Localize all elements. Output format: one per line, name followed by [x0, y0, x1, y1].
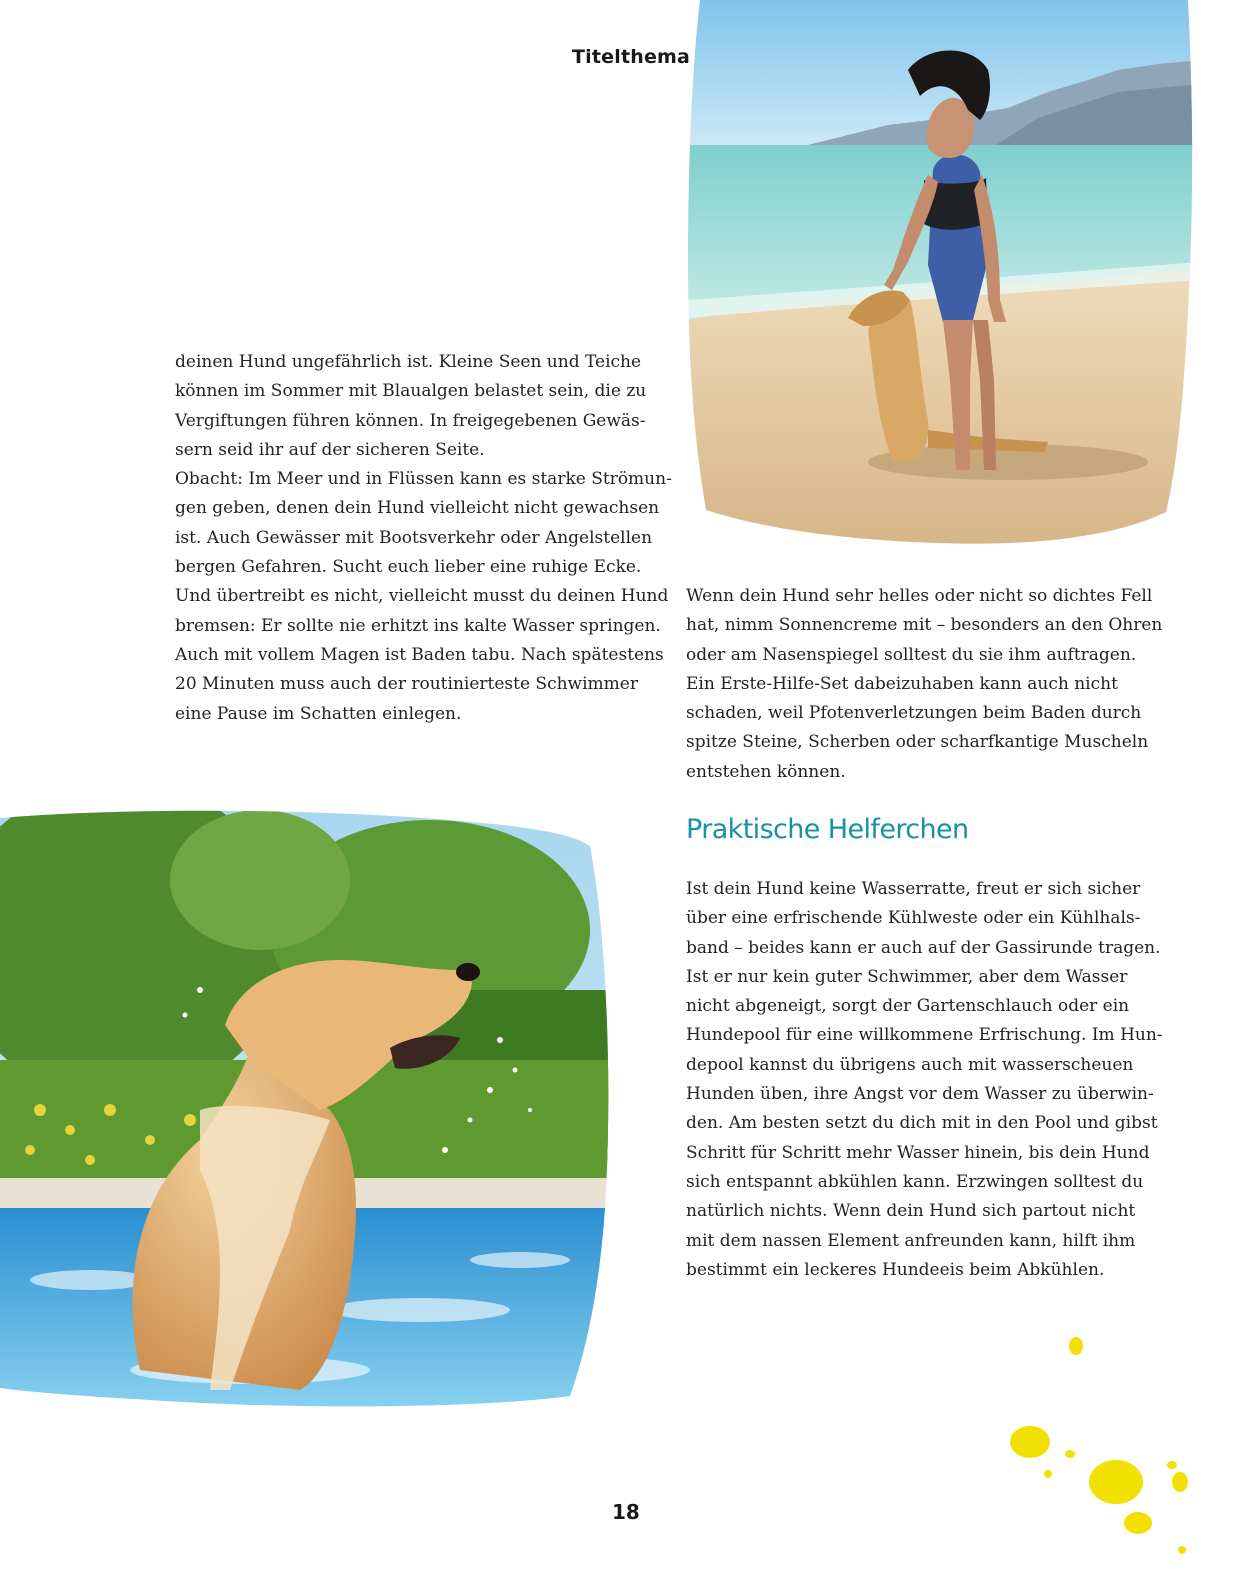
text-line: 20 Minuten muss auch der routinierteste Schwimmer	[175, 674, 638, 695]
text-line: sich entspannt abkühlen kann. Erzwingen solltest du	[686, 1171, 1144, 1192]
text-line: bremsen: Er sollte nie erhitzt ins kalte Wasser springen.	[175, 615, 661, 636]
text-line: Wenn dein Hund sehr helles oder nicht so dichtes Fell	[686, 586, 1153, 606]
text-line: band – beides kann er auch auf der Gassirunde tragen.	[686, 937, 1161, 958]
text-line: spitze Steine, Scherben oder scharfkantige Muscheln	[686, 732, 1149, 753]
right-column-top-text	[686, 582, 1176, 787]
text-line: nicht abgeneigt, sorgt der Gartenschlauch oder ein	[686, 996, 1130, 1017]
text-line: Hundepool für eine willkommene Erfrischung. Im Hun-	[686, 1025, 1163, 1046]
text-line: sern seid ihr auf der sicheren Seite.	[175, 439, 485, 460]
beach-photo	[688, 0, 1200, 548]
text-line: können im Sommer mit Blaualgen belastet sein, die zu	[175, 381, 647, 402]
text-line: oder am Nasenspiegel solltest du sie ihm auftragen.	[686, 644, 1137, 665]
text-line: bestimmt ein leckeres Hundeeis beim Abkühlen.	[686, 1259, 1105, 1280]
section-heading: Praktische Helferchen	[686, 814, 969, 845]
page-number: 18	[612, 1500, 640, 1524]
text-line: bergen Gefahren. Sucht euch lieber eine ruhige Ecke.	[175, 557, 642, 578]
text-line: mit dem nassen Element anfreunden kann, hilft ihm	[686, 1230, 1136, 1251]
text-line: gen geben, denen dein Hund vielleicht nicht gewachsen	[175, 498, 660, 519]
text-line: deinen Hund ungefährlich ist. Kleine Seen und Teiche	[175, 352, 642, 372]
text-line: Ist dein Hund keine Wasserratte, freut er sich sicher	[686, 879, 1141, 899]
pool-photo	[0, 810, 615, 1422]
text-line: natürlich nichts. Wenn dein Hund sich partout nicht	[686, 1201, 1136, 1222]
text-line: den. Am besten setzt du dich mit in den Pool und gibst	[686, 1113, 1158, 1134]
section-label: Titelthema	[572, 46, 691, 68]
text-line: Und übertreibt es nicht, vielleicht musst du deinen Hund	[175, 586, 669, 607]
text-line: Ein Erste-Hilfe-Set dabeizuhaben kann auch nicht	[686, 673, 1118, 694]
text-line: Hunden üben, ihre Angst vor dem Wasser zu überwin-	[686, 1084, 1154, 1105]
yellow-splash-decoration	[1000, 1330, 1240, 1570]
text-line: Auch mit vollem Magen ist Baden tabu. Nach spätestens	[175, 644, 664, 665]
text-line: Ist er nur kein guter Schwimmer, aber dem Wasser	[686, 966, 1128, 987]
text-line: entstehen können.	[686, 761, 846, 782]
text-line: depool kannst du übrigens auch mit wasserscheuen	[686, 1054, 1134, 1075]
text-line: Obacht: Im Meer und in Flüssen kann es starke Strömun-	[175, 469, 672, 490]
text-line: eine Pause im Schatten einlegen.	[175, 703, 462, 724]
text-line: hat, nimm Sonnencreme mit – besonders an den Ohren	[686, 615, 1163, 636]
text-line: Schritt für Schritt mehr Wasser hinein, bis dein Hund	[686, 1142, 1150, 1163]
left-column-text	[175, 348, 672, 729]
text-line: ist. Auch Gewässer mit Bootsverkehr oder Angelstellen	[175, 527, 653, 548]
text-line: Vergiftungen führen können. In freigegebenen Gewäs-	[175, 410, 646, 431]
text-line: über eine erfrischende Kühlweste oder ein Kühlhals-	[686, 908, 1141, 929]
section-body-text	[686, 875, 1176, 1285]
text-line: schaden, weil Pfotenverletzungen beim Baden durch	[686, 703, 1142, 724]
